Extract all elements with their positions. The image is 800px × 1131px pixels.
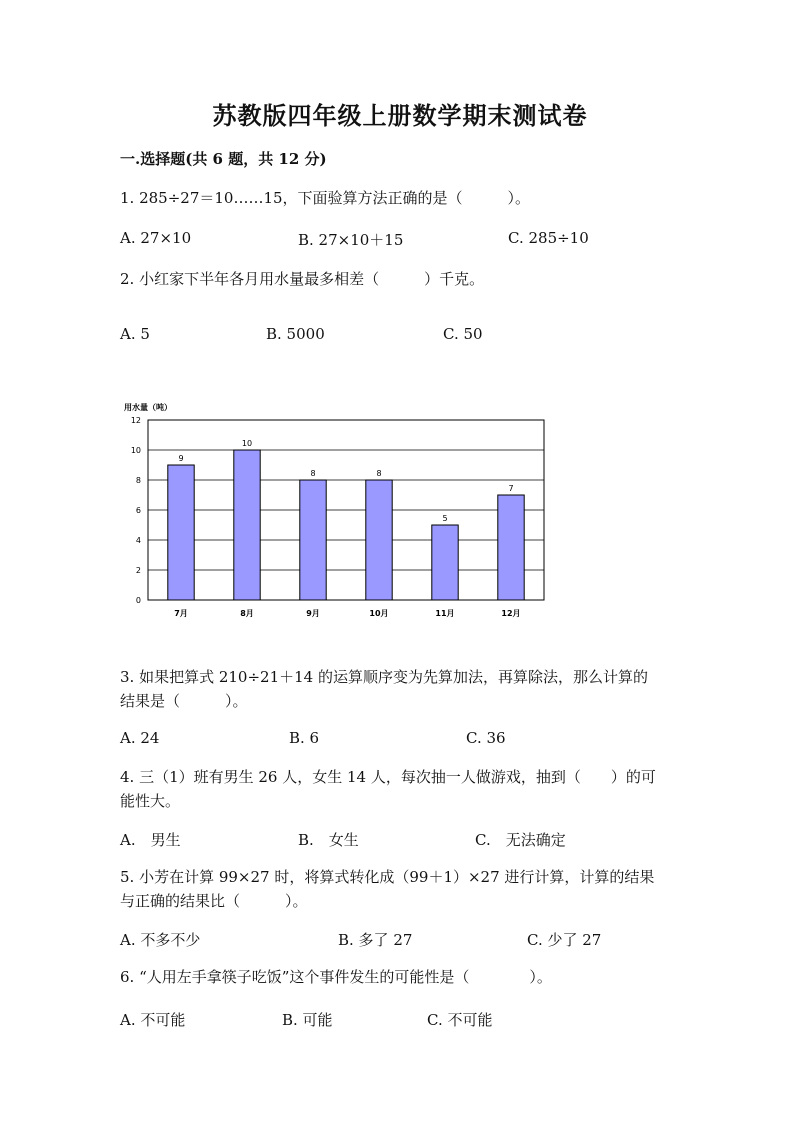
question-5-option-b[interactable]: B. 多了 27 — [338, 931, 413, 949]
question-3-stem-line-1: 3. 如果把算式 210÷21＋14 的运算顺序变为先算加法，再算除法，那么计算的 — [120, 668, 648, 686]
question-4-option-a[interactable]: A. 男生 — [120, 831, 181, 849]
question-1-option-a[interactable]: A. 27×10 — [120, 229, 192, 247]
question-3-option-b[interactable]: B. 6 — [289, 729, 320, 747]
question-4-stem-line-2: 能性大。 — [120, 792, 181, 810]
chart-y-axis-label: 用水量（吨） — [124, 403, 172, 412]
chart-x-tick-label: 9月 — [306, 609, 320, 618]
question-4-option-c[interactable]: C. 无法确定 — [475, 831, 566, 849]
chart-data-label: 8 — [376, 469, 382, 478]
chart-x-tick-label: 8月 — [240, 609, 254, 618]
chart-bar — [234, 450, 260, 600]
page-title: 苏教版四年级上册数学期末测试卷 — [212, 101, 588, 130]
question-6-option-a[interactable]: A. 不可能 — [120, 1011, 186, 1029]
chart-y-ticks — [131, 416, 141, 605]
question-5-option-a[interactable]: A. 不多不少 — [120, 931, 201, 949]
question-1-option-b[interactable]: B. 27×10＋15 — [298, 231, 404, 249]
question-5-stem-line-2: 与正确的结果比（ ）。 — [120, 892, 308, 910]
chart-y-tick-label: 4 — [135, 536, 141, 545]
question-5-stem-line-1: 5. 小芳在计算 99×27 时，将算式转化成（99＋1）×27 进行计算，计算的结果 — [120, 868, 655, 886]
chart-data-label: 10 — [241, 439, 253, 448]
question-1-option-c[interactable]: C. 285÷10 — [508, 229, 589, 247]
question-1-stem: 1. 285÷27＝10……15，下面验算方法正确的是（ ）。 — [120, 189, 531, 207]
chart-bar — [498, 495, 524, 600]
question-2-option-b[interactable]: B. 5000 — [266, 325, 325, 343]
question-2-option-a[interactable]: A. 5 — [120, 325, 150, 343]
chart-x-tick-label: 12月 — [501, 609, 521, 618]
chart-y-tick-label: 8 — [135, 476, 141, 485]
chart-y-tick-label: 10 — [130, 446, 141, 455]
chart-data-label: 5 — [442, 514, 448, 523]
chart-y-tick-label: 12 — [130, 416, 141, 425]
question-2-stem: 2. 小红家下半年各月用水量最多相差（ ）千克。 — [120, 270, 485, 288]
chart-data-label: 7 — [508, 484, 514, 493]
chart-bar — [300, 480, 326, 600]
question-3-option-c[interactable]: C. 36 — [466, 729, 506, 747]
question-3-stem-line-2: 结果是（ ）。 — [120, 692, 248, 710]
chart-bar — [168, 465, 194, 600]
chart-bar — [432, 525, 458, 600]
chart-x-tick-label: 7月 — [174, 609, 188, 618]
chart-y-tick-label: 0 — [135, 596, 141, 605]
question-6-option-b[interactable]: B. 可能 — [282, 1011, 333, 1029]
question-3-option-a[interactable]: A. 24 — [120, 729, 160, 747]
chart-x-tick-label: 11月 — [435, 609, 455, 618]
question-2-option-c[interactable]: C. 50 — [443, 325, 483, 343]
water-usage-bar-chart — [118, 398, 558, 638]
chart-x-tick-label: 10月 — [369, 609, 389, 618]
chart-y-tick-label: 6 — [135, 506, 141, 515]
chart-bars — [168, 439, 524, 600]
chart-gridlines — [148, 420, 544, 600]
question-5-option-c[interactable]: C. 少了 27 — [527, 931, 602, 949]
question-6-stem: 6. “人用左手拿筷子吃饭”这个事件发生的可能性是（ ）。 — [120, 968, 552, 986]
chart-data-label: 9 — [178, 454, 184, 463]
chart-x-labels — [174, 609, 520, 618]
section-heading: 一.选择题(共 6 题，共 12 分) — [120, 150, 327, 168]
question-4-stem-line-1: 4. 三（1）班有男生 26 人，女生 14 人，每次抽一人做游戏，抽到（ ）的可 — [120, 768, 656, 786]
chart-data-label: 8 — [310, 469, 316, 478]
question-4-option-b[interactable]: B. 女生 — [298, 831, 359, 849]
chart-y-tick-label: 2 — [135, 566, 141, 575]
question-6-option-c[interactable]: C. 不可能 — [427, 1011, 493, 1029]
chart-bar — [366, 480, 392, 600]
